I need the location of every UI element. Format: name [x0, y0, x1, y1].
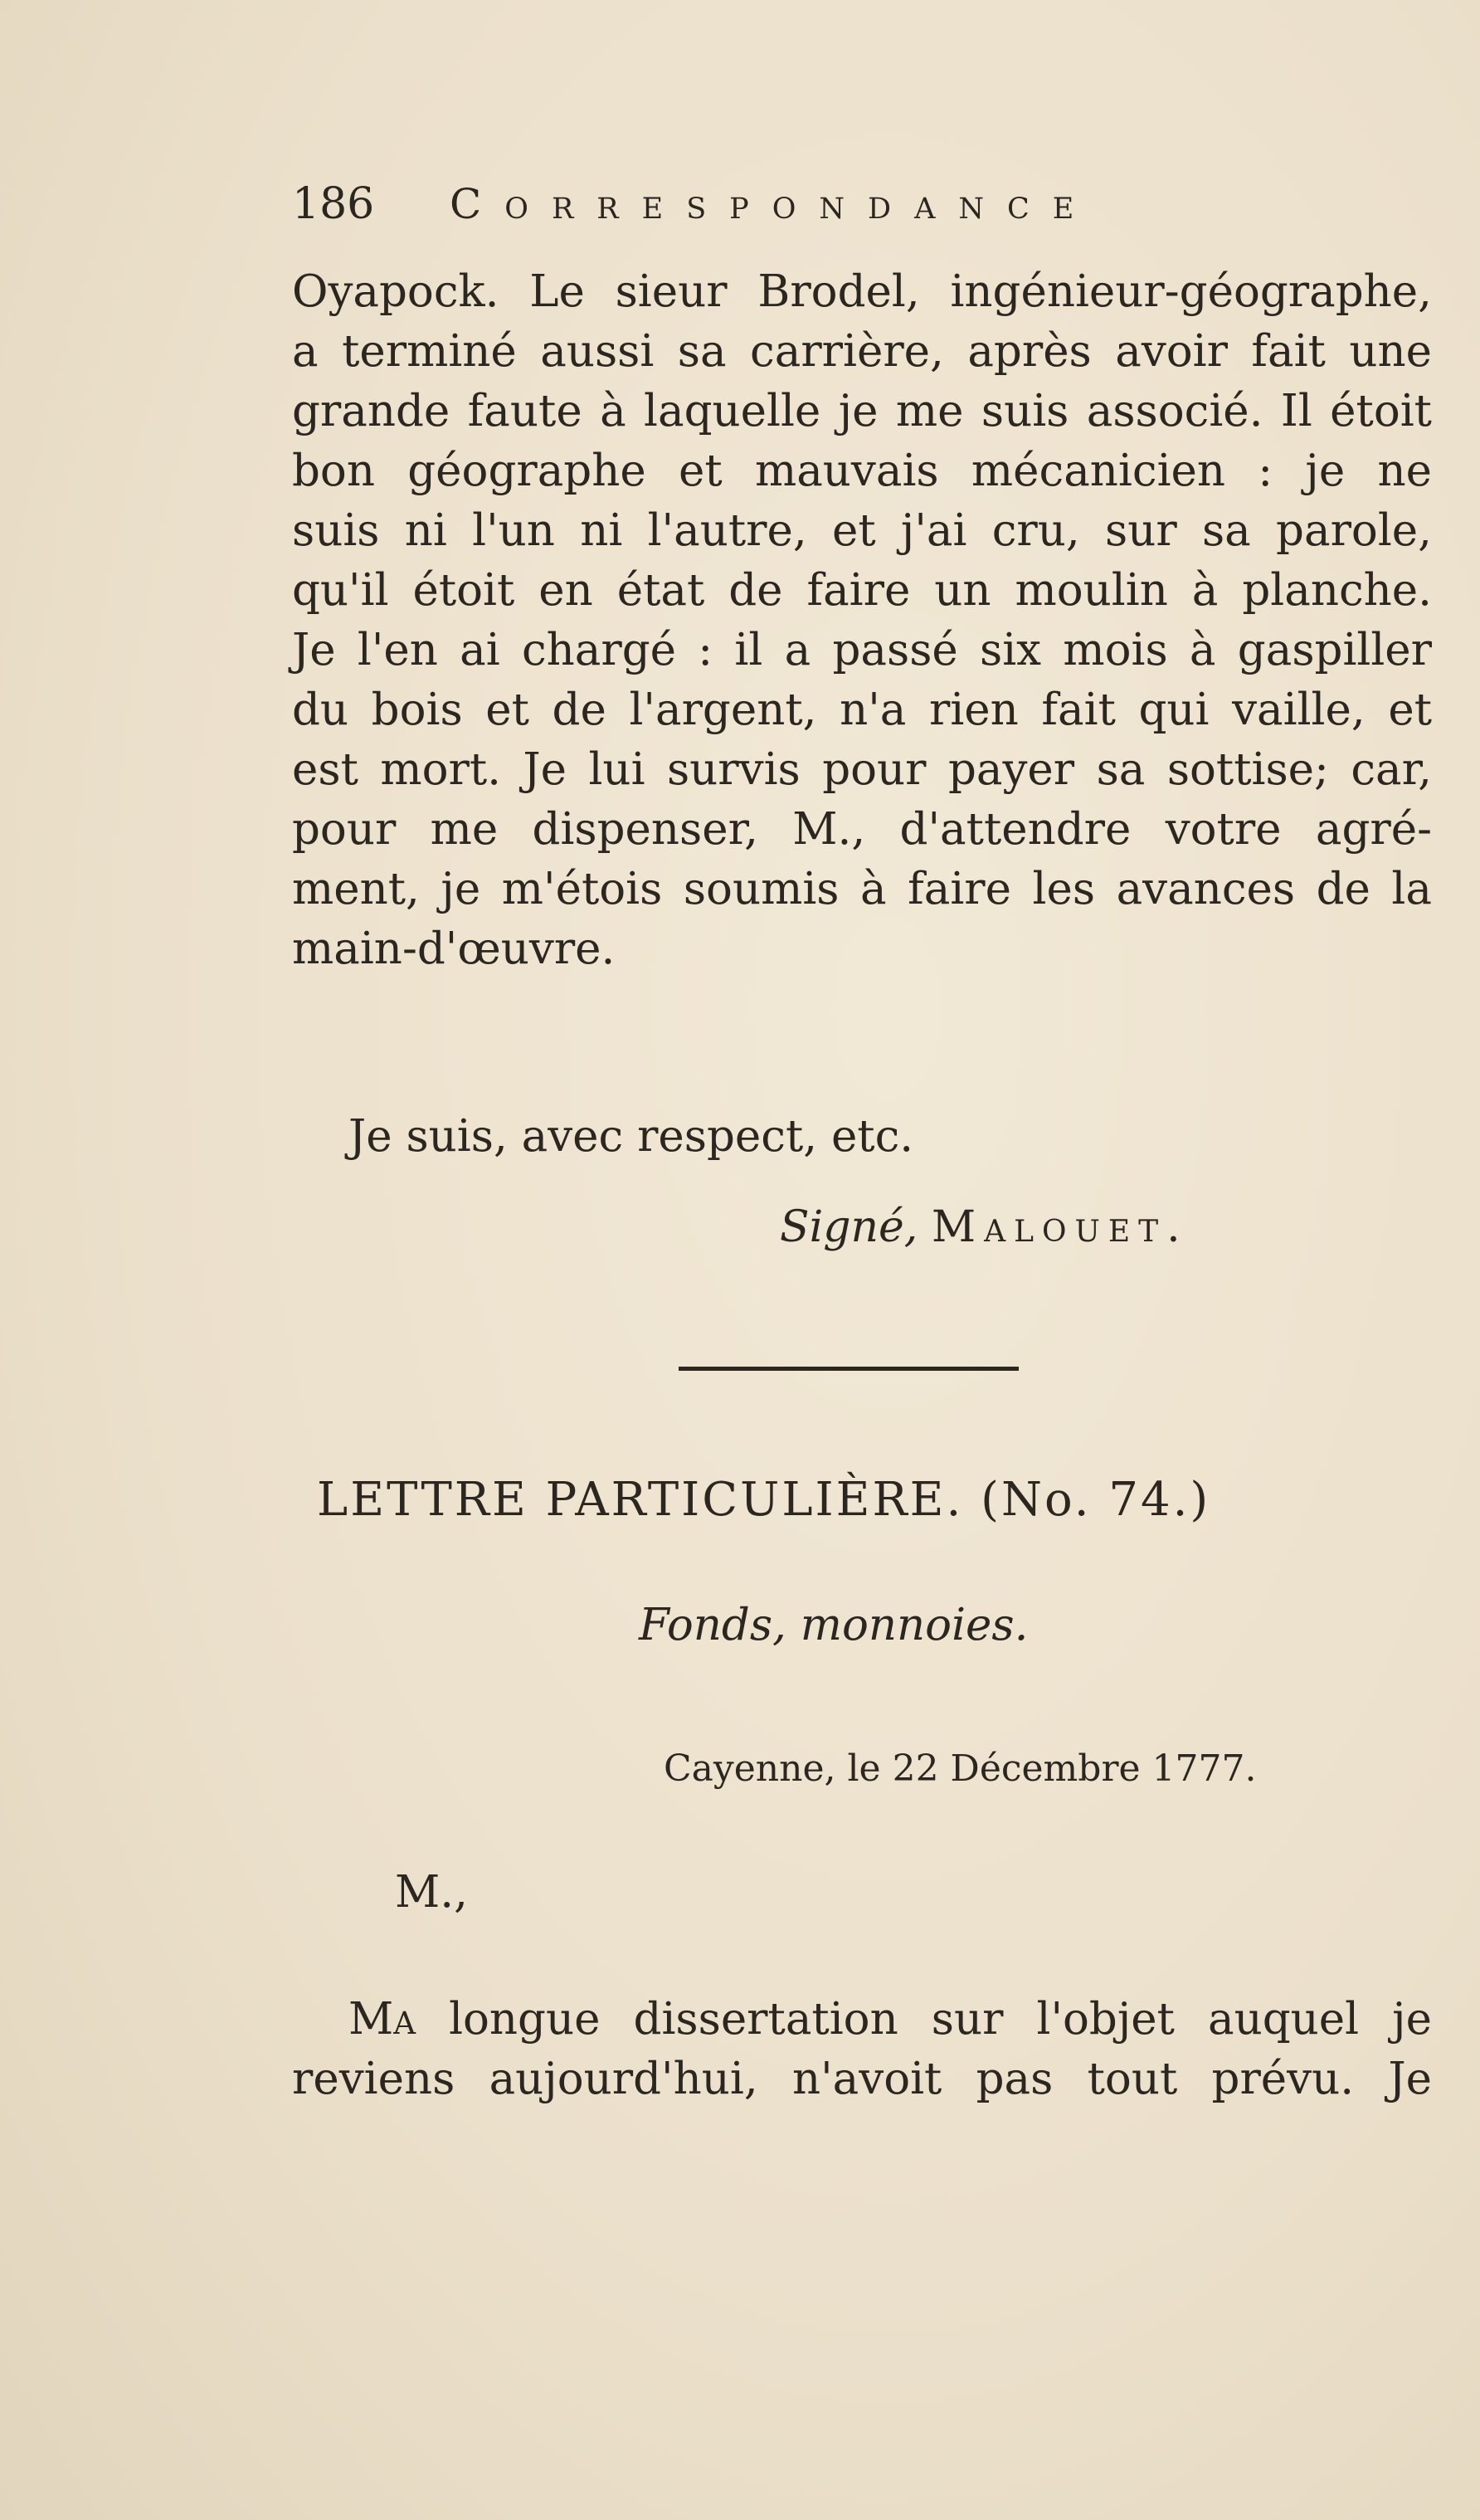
body-line-1: Oyapock. Le sieur Brodel, ingénieur-géographe,: [292, 266, 1432, 317]
body-line-7: Je l'en ai chargé : il a passé six mois à gaspiller: [292, 625, 1432, 675]
page-number: 186: [292, 179, 375, 229]
letter-salutation: M.,: [395, 1867, 468, 1918]
body-line-9: est mort. Je lui survis pour payer sa sottise; car,: [292, 744, 1432, 795]
signed-label: Signé,: [780, 1202, 918, 1252]
page-header: [292, 171, 1279, 237]
letter-subject: Fonds, monnoies.: [639, 1600, 1029, 1650]
signer-name: Malouet.: [931, 1202, 1189, 1252]
body-line-4: bon géographe et mauvais mécanicien : je ne: [292, 446, 1432, 496]
letter-title: LETTRE PARTICULIÈRE. (No. 74.): [317, 1473, 1211, 1527]
closing-line: Je suis, avec respect, etc.: [348, 1111, 914, 1162]
signature: [780, 1197, 1189, 1257]
body-line-11: ment, je m'étois soumis à faire les avances de la: [292, 864, 1432, 914]
opening-word: Ma: [348, 1994, 416, 2045]
body-line-12: main-d'œuvre.: [292, 924, 616, 974]
letter-second-line: reviens aujourd'hui, n'avoit pas tout prévu. Je: [292, 2054, 1432, 2104]
running-head: Correspondance: [450, 180, 1098, 228]
body-line-3: grande faute à laquelle je me suis associé. Il étoit: [292, 386, 1432, 436]
body-line-5: suis ni l'un ni l'autre, et j'ai cru, sur sa parole,: [292, 505, 1432, 556]
body-line-6: qu'il étoit en état de faire un moulin à planche.: [292, 565, 1432, 616]
section-divider: [679, 1367, 1019, 1371]
body-line-10: pour me dispenser, M., d'attendre votre agré-: [292, 804, 1432, 855]
body-line-8: du bois et de l'argent, n'a rien fait qui vaille, et: [292, 685, 1432, 735]
body-line-2: a terminé aussi sa carrière, après avoir fait une: [292, 326, 1432, 377]
opening-line-rest: longue dissertation sur l'objet auquel je: [449, 1994, 1432, 2045]
letter-dateline: Cayenne, le 22 Décembre 1777.: [664, 1747, 1257, 1790]
letter-opening-line: [348, 1990, 1432, 2050]
